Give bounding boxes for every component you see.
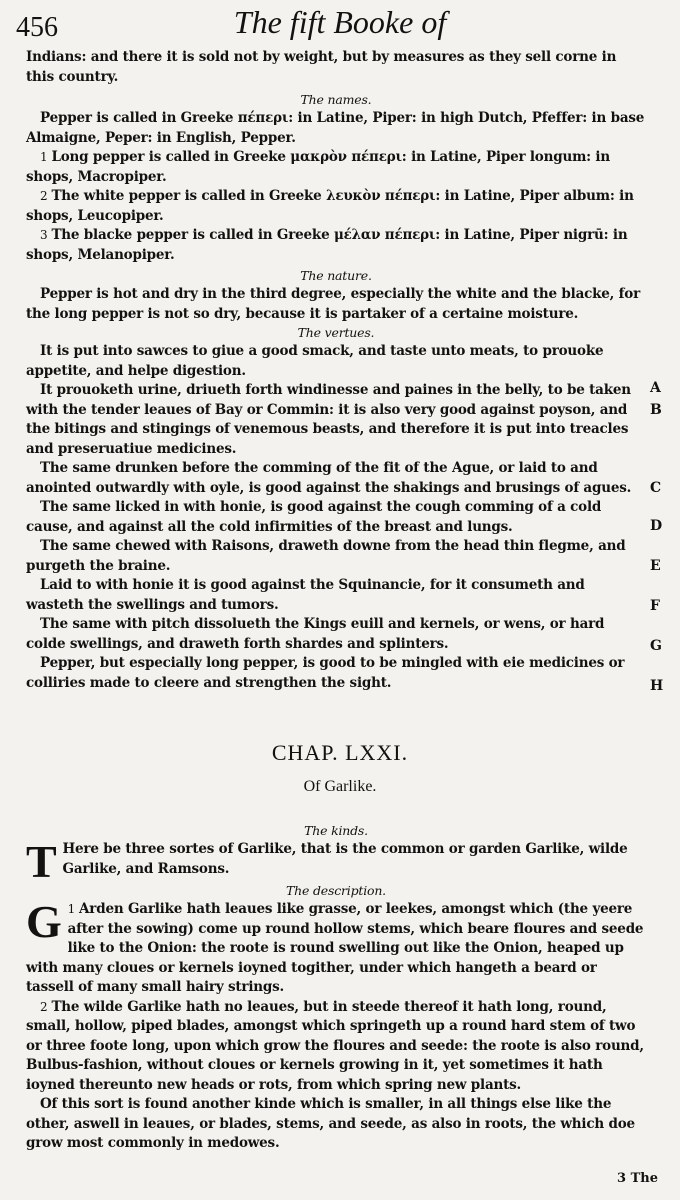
margin-letter: A: [650, 380, 661, 396]
item-number: 2: [40, 999, 48, 1014]
names-caption: The names.: [300, 92, 372, 107]
item-text: The blacke pepper is called in Greeke μέλαν πέπερι: in Latine, Piper nigrū: in shops, Melanopiper.: [26, 227, 628, 263]
drop-cap: T: [26, 836, 57, 887]
vertues-caption: The vertues.: [297, 325, 375, 340]
list-item: [26, 226, 646, 265]
margin-letter: C: [650, 480, 662, 496]
item-number: 3: [40, 228, 48, 242]
item-text: Long pepper is called in Greeke μακρὸν πέπερι: in Latine, Piper longum: in shops, Macropiper.: [26, 149, 610, 185]
vertue-paragraph: The same drunken before the comming of the fit of the Ague, or laid to and anointed outwardly with oyle, is good against the shakings and brusings of agues.: [26, 460, 632, 496]
vertue-paragraph: The same licked in with honie, is good against the cough comming of a cold cause, and against all the cold infirmities of the breast and lungs.: [26, 499, 602, 535]
list-item: [26, 187, 646, 226]
description-caption: The description.: [286, 883, 386, 898]
catchword: 3 The: [617, 1171, 658, 1186]
kinds-text: Here be three sortes of Garlike, that is the common or garden Garlike, wilde Garlike, and Ramsons.: [62, 841, 628, 877]
item-number: 1: [40, 150, 48, 164]
description-paragraph: Of this sort is found another kinde which is smaller, in all things else like the other, aswell in leaues, or blades, stems, and seede, as also in roots, the which doe grow most commonly in medowes.: [26, 1096, 635, 1151]
margin-letter: E: [650, 558, 661, 574]
page-header: [16, 4, 664, 50]
page-number: 456: [16, 12, 58, 43]
kinds-paragraph: [26, 836, 646, 887]
vertue-paragraph: It prouoketh urine, driueth forth windinesse and paines in the belly, to be taken with the tender leaues of Bay or Commin: it is also very good against poyson, and the bitings and stingings of venemous beasts, and therefore it is put into treacles and preseruatiue medicines.: [26, 382, 631, 457]
vertue-paragraph: The same with pitch dissolueth the Kings euill and kernels, or wens, or hard colde swellings, and draweth forth shardes and splinters.: [26, 616, 605, 652]
item-number: 1: [67, 902, 76, 916]
list-item: [26, 148, 646, 187]
running-title: The fift Booke of: [233, 4, 447, 40]
description-item: [26, 896, 646, 998]
nature-caption: The nature.: [300, 268, 372, 283]
vertue-paragraph: Pepper, but especially long pepper, is good to be mingled with eie medicines or colliries made to cleere and strengthen the sight.: [26, 655, 625, 691]
item-text: The white pepper is called in Greeke λευκὸν πέπερι: in Latine, Piper album: in shops, Leucopiper.: [26, 188, 634, 224]
vertue-paragraph: The same chewed with Raisons, draweth downe from the head thin flegme, and purgeth the braine.: [26, 538, 626, 574]
nature-paragraph: Pepper is hot and dry in the third degree, especially the white and the blacke, for the long pepper is not so dry, because it is partaker of a certaine moisture.: [26, 286, 641, 322]
vertue-paragraph: Laid to with honie it is good against the Squinancie, for it consumeth and wasteth the swellings and tumors.: [26, 577, 585, 613]
description-text: The wilde Garlike hath no leaues, but in steede thereof it hath long, round, small, hollow, piped blades, amongst which springeth up a round hard stem of two or three foote long, upon which grow the floures and seede: the roote is also round, Bulbus-fashion, without cloues or kernels growing in it, yet sometimes it hath ioyned thereunto new heads or rots, from which spring new plants.: [26, 998, 644, 1093]
vertue-paragraph: It is put into sawces to giue a good smack, and taste unto meats, to prouoke appetite, and helpe digestion.: [26, 343, 604, 379]
margin-letter: B: [650, 402, 662, 418]
garlike-section: [26, 822, 646, 1154]
margin-letter: H: [650, 678, 664, 694]
margin-letter: F: [650, 598, 660, 614]
item-number: 2: [40, 189, 48, 203]
chapter-title: CHAP. LXXI.: [271, 740, 409, 765]
description-item: [26, 998, 646, 1096]
margin-letter: D: [650, 518, 663, 534]
names-paragraph: Pepper is called in Greeke πέπερι: in Latine, Piper: in high Dutch, Pfeffer: in base Almaigne, Peper: in English, Pepper.: [26, 110, 645, 146]
chapter-subtitle: Of Garlike.: [303, 778, 377, 795]
lead-paragraph: Indians: and there it is sold not by weight, but by measures as they sell corne in this country.: [26, 49, 617, 85]
drop-cap: G: [26, 896, 62, 947]
margin-letter: G: [650, 638, 662, 654]
names-section: [26, 48, 646, 693]
description-text: Arden Garlike hath leaues like grasse, or leekes, amongst which (the yeere after the sowing) come up round hollow stems, which beare floures and seede like to the Onion: the roote is round swelling out like the Onion, heaped up with many cloues or kernels ioyned togither, under which hangeth a beard or tassell of many small hairy strings.: [26, 901, 644, 995]
kinds-caption: The kinds.: [304, 823, 368, 838]
